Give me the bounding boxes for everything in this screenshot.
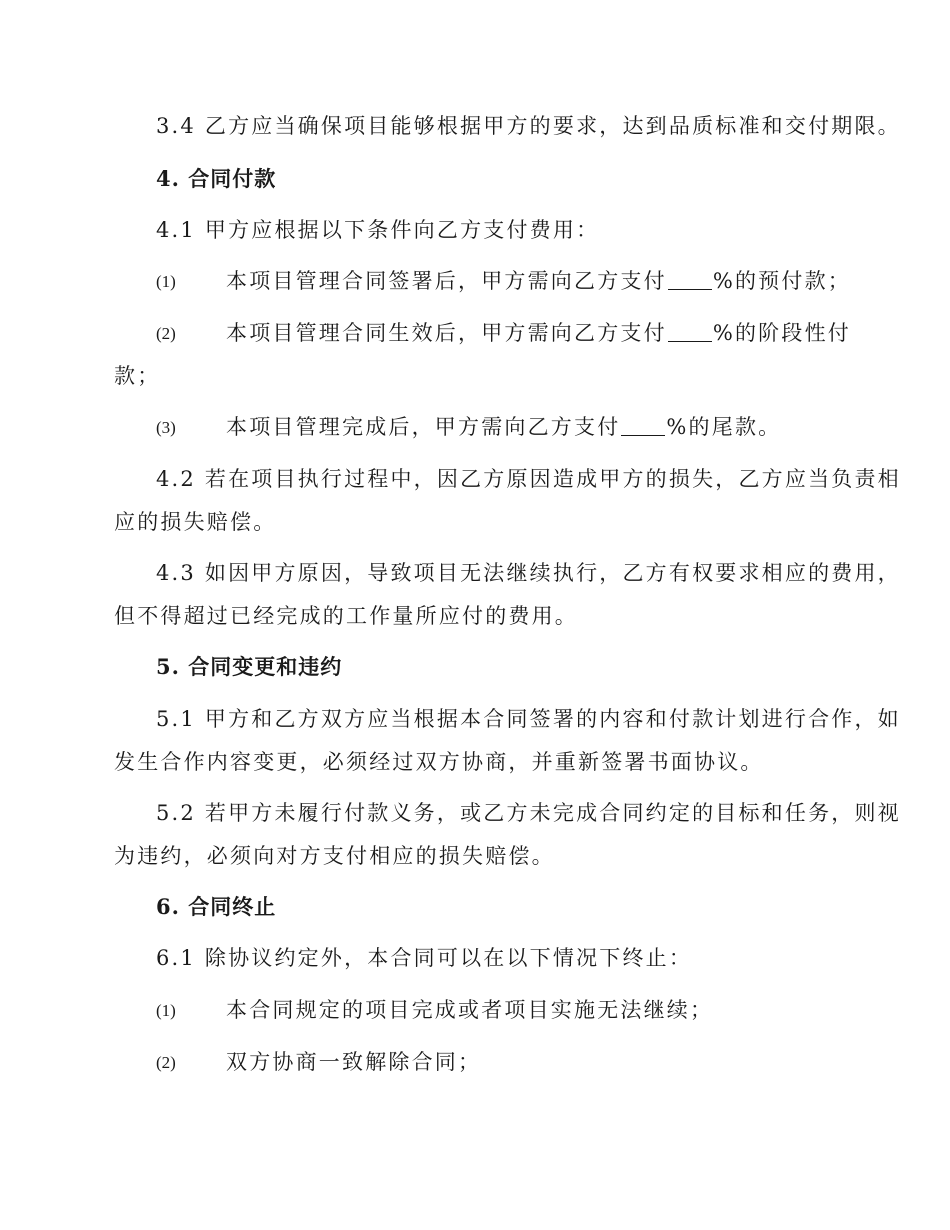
- termination-item-2: 双方协商一致解除合同；: [226, 1050, 482, 1074]
- payment-item-2-suffix: %的阶段性付: [712, 321, 851, 345]
- section-4-heading: 4. 合同付款: [156, 166, 277, 191]
- paragraph-5-2-line-2: 为违约，必须向对方支付相应的损失赔偿。: [114, 844, 555, 868]
- list-item-number: (3): [156, 418, 176, 437]
- payment-item-1: [226, 266, 851, 296]
- percentage-blank: [668, 269, 712, 290]
- list-item-number: (1): [156, 272, 176, 291]
- payment-item-3-text: 本项目管理完成后，甲方需向乙方支付: [226, 415, 621, 439]
- section-5-heading: 5. 合同变更和违约: [156, 654, 343, 679]
- payment-item-2-continuation: 款；: [114, 364, 161, 388]
- paragraph-5-1-line-2: 发生合作内容变更，必须经过双方协商，并重新签署书面协议。: [114, 750, 764, 774]
- section-6-heading: 6. 合同终止: [156, 894, 277, 919]
- payment-item-3-suffix: %的尾款。: [666, 415, 782, 439]
- percentage-blank: [621, 415, 665, 436]
- paragraph-4-2-line-2: 应的损失赔偿。: [114, 510, 277, 534]
- payment-item-2-text: 本项目管理合同生效后，甲方需向乙方支付: [226, 321, 667, 345]
- paragraph-5-2-line-1: 5.2 若甲方未履行付款义务，或乙方未完成合同约定的目标和任务，则视: [156, 801, 901, 825]
- payment-item-3: [226, 412, 781, 442]
- paragraph-5-1-line-1: 5.1 甲方和乙方双方应当根据本合同签署的内容和付款计划进行合作，如: [156, 707, 901, 731]
- paragraph-4-1: 4.1 甲方应根据以下条件向乙方支付费用：: [156, 218, 600, 242]
- termination-item-1: 本合同规定的项目完成或者项目实施无法继续；: [226, 998, 714, 1022]
- list-item-number: (2): [156, 1053, 176, 1072]
- payment-item-1-suffix: %的预付款；: [712, 269, 851, 293]
- paragraph-4-3-line-1: 4.3 如因甲方原因，导致项目无法继续执行，乙方有权要求相应的费用，: [156, 561, 901, 585]
- paragraph-6-1: 6.1 除协议约定外，本合同可以在以下情况下终止：: [156, 946, 693, 970]
- payment-item-1-text: 本项目管理合同签署后，甲方需向乙方支付: [226, 269, 667, 293]
- list-item-number: (2): [156, 324, 176, 343]
- paragraph-3-4: 3.4 乙方应当确保项目能够根据甲方的要求，达到品质标准和交付期限。: [156, 114, 901, 138]
- percentage-blank: [668, 321, 712, 342]
- paragraph-4-2-line-1: 4.2 若在项目执行过程中，因乙方原因造成甲方的损失，乙方应当负责相: [156, 467, 901, 491]
- paragraph-4-3-line-2: 但不得超过已经完成的工作量所应付的费用。: [114, 604, 578, 628]
- payment-item-2: [226, 318, 851, 348]
- list-item-number: (1): [156, 1001, 176, 1020]
